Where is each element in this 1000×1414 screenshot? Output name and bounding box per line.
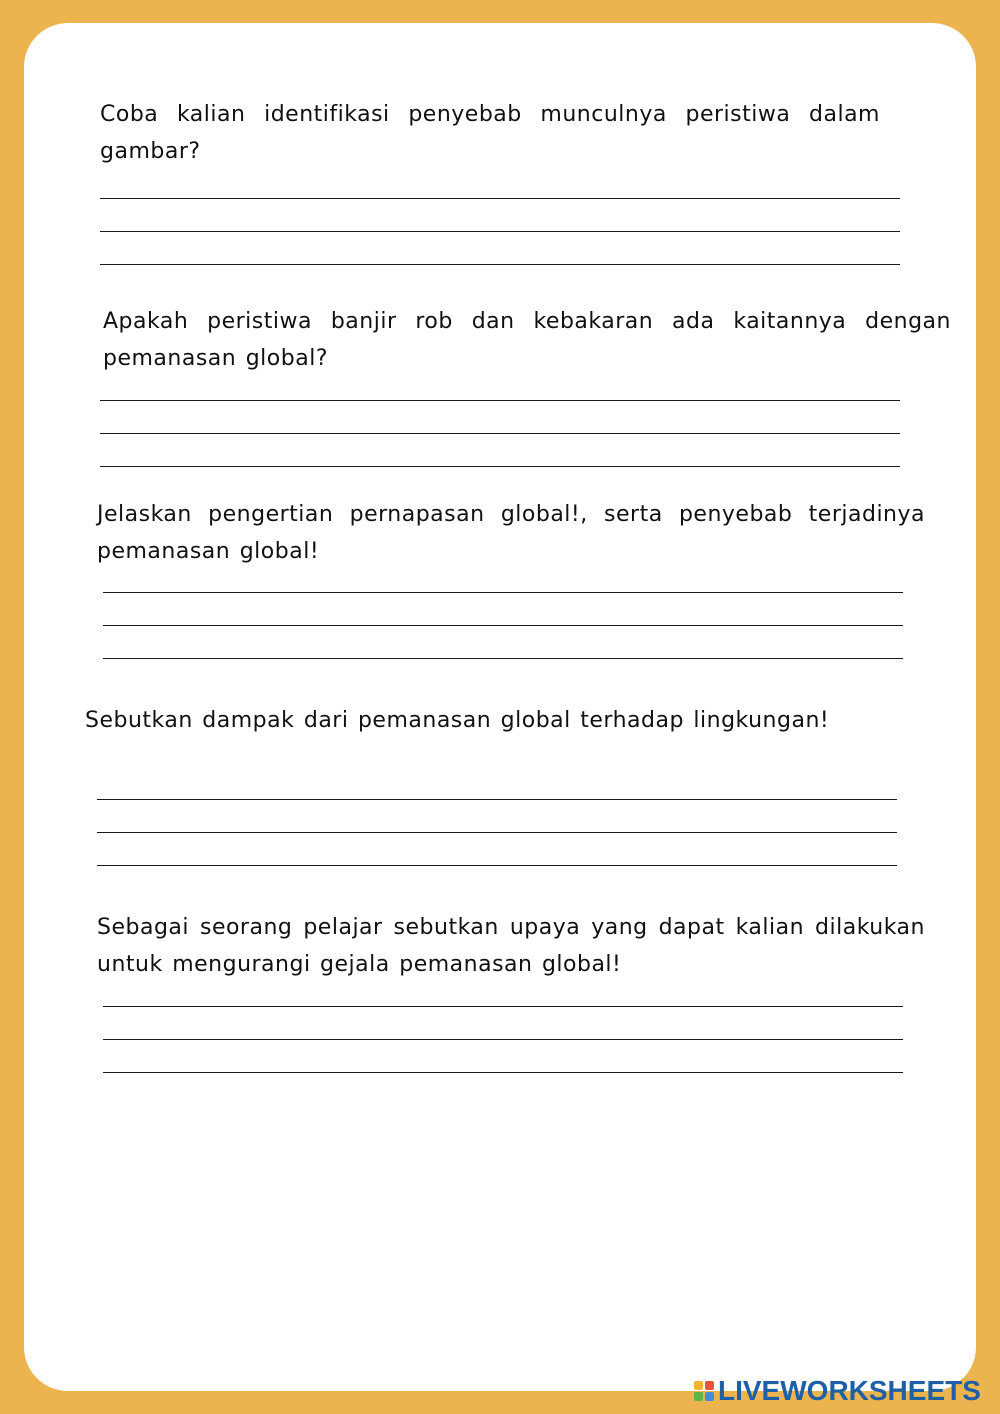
logo-square-green xyxy=(694,1392,703,1401)
question-3-text: Jelaskan pengertian pernapasan global!, serta penyebab terjadinya pemanasan global! xyxy=(97,502,925,564)
question-1-answer-line-1[interactable] xyxy=(100,198,900,199)
question-2-answer-line-1[interactable] xyxy=(100,400,900,401)
liveworksheets-logo-icon xyxy=(694,1381,714,1401)
liveworksheets-logo-text: LIVEWORKSHEETS xyxy=(718,1375,981,1406)
question-2-text: Apakah peristiwa banjir rob dan kebakaran ada kaitannya dengan pemanasan global? xyxy=(103,309,951,371)
question-4-answer-line-3[interactable] xyxy=(97,865,897,866)
question-3-answer-line-2[interactable] xyxy=(103,625,903,626)
logo-square-blue xyxy=(705,1392,714,1401)
question-1-answer-line-3[interactable] xyxy=(100,264,900,265)
question-2-answer-line-2[interactable] xyxy=(100,433,900,434)
question-4-answer-line-2[interactable] xyxy=(97,832,897,833)
question-4-answer-line-1[interactable] xyxy=(97,799,897,800)
question-3-answer-line-3[interactable] xyxy=(103,658,903,659)
question-3-answer-line-1[interactable] xyxy=(103,592,903,593)
question-4-text: Sebutkan dampak dari pemanasan global terhadap lingkungan! xyxy=(85,708,830,733)
question-5-text: Sebagai seorang pelajar sebutkan upaya yang dapat kalian dilakukan untuk mengurangi gejala pemanasan global! xyxy=(97,915,925,977)
question-5-answer-line-2[interactable] xyxy=(103,1039,903,1040)
question-5-answer-line-1[interactable] xyxy=(103,1006,903,1007)
question-1-text: Coba kalian identifikasi penyebab munculnya peristiwa dalam gambar? xyxy=(100,102,880,164)
logo-square-yellow xyxy=(694,1381,703,1390)
question-1-answer-line-2[interactable] xyxy=(100,231,900,232)
question-5-answer-line-3[interactable] xyxy=(103,1072,903,1073)
logo-square-red xyxy=(705,1381,714,1390)
liveworksheets-brand[interactable] xyxy=(694,1376,981,1406)
question-2-answer-line-3[interactable] xyxy=(100,466,900,467)
